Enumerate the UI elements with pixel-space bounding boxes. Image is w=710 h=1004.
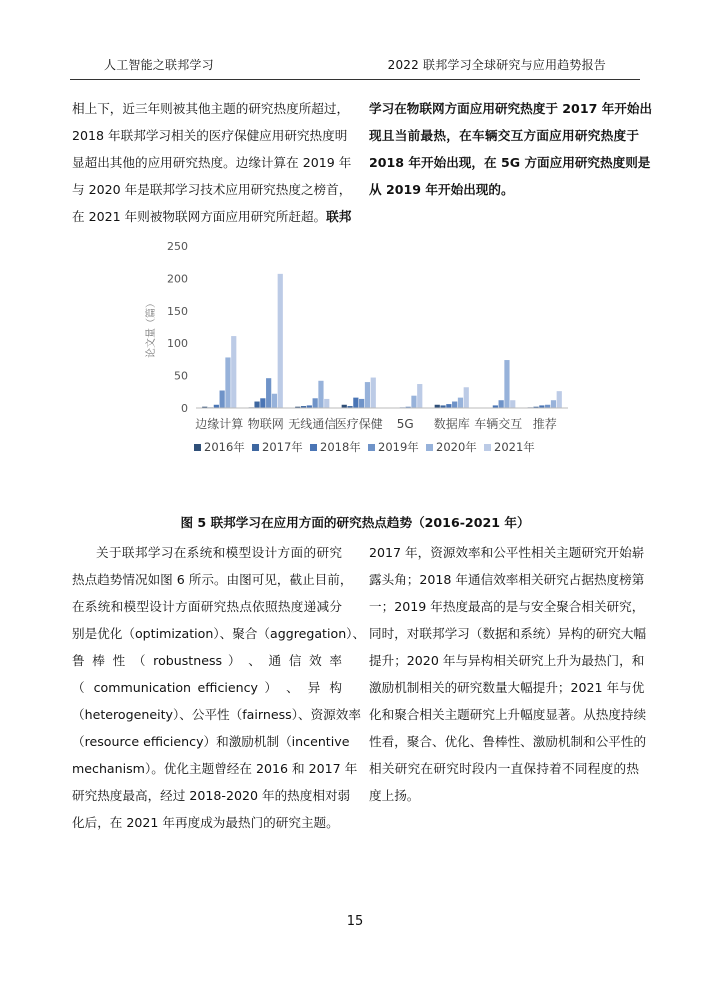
bar xyxy=(220,391,225,408)
running-header-right: 2022 联邦学习全球研究与应用趋势报告 xyxy=(387,58,606,72)
y-tick-label: 100 xyxy=(167,337,188,351)
legend-swatch xyxy=(310,444,317,451)
bar xyxy=(499,400,504,408)
x-tick-label: 无线通信 xyxy=(288,417,337,431)
text-line: 现且当前最热，在车辆交互方面应用研究热度于 xyxy=(369,128,639,143)
bottom-left-paragraph xyxy=(72,539,366,836)
bar xyxy=(353,398,358,408)
legend-label: 2018年 xyxy=(320,440,361,454)
text-line: 关于联邦学习在系统和模型设计方面的研究 xyxy=(96,545,342,560)
header-rule xyxy=(70,79,640,80)
legend xyxy=(194,440,535,454)
text-line: 鲁 棒 性 （ robustness ） 、 通 信 效 率 xyxy=(72,653,342,668)
legend-label: 2021年 xyxy=(494,440,535,454)
bar xyxy=(464,387,469,408)
bar xyxy=(371,378,376,408)
text-line: 显超出其他的应用研究热度。边缘计算在 2019 年 xyxy=(72,155,352,170)
bar xyxy=(359,399,364,408)
bottom-right-paragraph xyxy=(369,539,647,809)
bar xyxy=(225,357,230,408)
text-line: 2017 年，资源效率和公平性相关主题研究开始崭 xyxy=(369,545,645,560)
x-tick-label: 数据库 xyxy=(433,417,470,431)
y-axis-title: 论文量（篇） xyxy=(146,298,157,358)
legend-label: 2019年 xyxy=(378,440,419,454)
bar xyxy=(324,399,329,408)
x-tick-label: 物联网 xyxy=(247,417,284,431)
text-line: 相上下，近三年则被其他主题的研究热度所超过， xyxy=(72,101,350,116)
bar xyxy=(260,398,265,408)
y-tick-label: 150 xyxy=(167,304,188,318)
bar xyxy=(417,384,422,408)
text-line: 2018 年联邦学习相关的医疗保健应用研究热度明 xyxy=(72,128,348,143)
text-line: 激励机制相关的研究数量大幅提升；2021 年与优 xyxy=(369,680,645,695)
y-tick-label: 250 xyxy=(167,240,188,253)
bar xyxy=(411,396,416,408)
legend-label: 2020年 xyxy=(436,440,477,454)
bar xyxy=(510,400,515,408)
legend-label: 2017年 xyxy=(262,440,303,454)
top-right-paragraph xyxy=(369,95,653,203)
bars xyxy=(202,274,562,408)
bar xyxy=(254,402,259,408)
bar xyxy=(452,402,457,408)
legend-label: 2016年 xyxy=(204,440,245,454)
x-tick-label: 车辆交互 xyxy=(474,417,523,431)
bar-chart xyxy=(138,236,578,468)
text-line: 性看，聚合、优化、鲁棒性、激励机制和公平性的 xyxy=(369,734,647,749)
top-left-paragraph xyxy=(72,95,352,230)
legend-swatch xyxy=(484,444,491,451)
page-number: 15 xyxy=(346,914,364,929)
text-line: 与 2020 年是联邦学习技术应用研究热度之榜首， xyxy=(72,182,352,197)
legend-swatch xyxy=(252,444,259,451)
text-line: （ communication efficiency ） 、 异 构 xyxy=(72,680,342,695)
bar xyxy=(266,378,271,408)
bar-chart-svg xyxy=(138,236,578,468)
text-segment-bold: 联邦 xyxy=(326,209,352,224)
text-line: 一；2019 年热度最高的是与安全聚合相关研究， xyxy=(369,599,645,614)
x-tick-label: 推荐 xyxy=(532,417,557,431)
text-line: 别是优化（optimization）、聚合（aggregation）、 xyxy=(72,626,366,641)
text-line: 研究热度最高，经过 2018-2020 年的热度相对弱 xyxy=(72,788,351,803)
bar xyxy=(551,400,556,408)
bar xyxy=(313,398,318,408)
text-line: 化和聚合相关主题研究上升幅度显著。从热度持续 xyxy=(369,707,647,722)
text-line: 在系统和模型设计方面研究热点依照热度递减分 xyxy=(72,599,342,614)
bar xyxy=(446,404,451,408)
legend-swatch xyxy=(368,444,375,451)
legend-swatch xyxy=(426,444,433,451)
text-line: 相关研究在研究时段内一直保持着不同程度的热 xyxy=(369,761,639,776)
text-line: 热点趋势情况如图 6 所示。由图可见，截止目前， xyxy=(72,572,353,587)
text-line: 露头角；2018 年通信效率相关研究占据热度榜第 xyxy=(369,572,645,587)
text-line: 度上扬。 xyxy=(369,788,420,803)
text-line: 学习在物联网方面应用研究热度于 2017 年开始出 xyxy=(369,101,653,116)
bar xyxy=(272,394,277,408)
bar xyxy=(458,398,463,408)
x-axis-labels xyxy=(195,416,557,431)
text-line: 化后，在 2021 年再度成为最热门的研究主题。 xyxy=(72,815,339,830)
x-tick-label: 医疗保健 xyxy=(334,417,383,431)
text-line: 同时，对联邦学习（数据和系统）异构的研究大幅 xyxy=(369,626,647,641)
text-line: mechanism）。优化主题曾经在 2016 和 2017 年 xyxy=(72,761,358,776)
x-tick-label: 边缘计算 xyxy=(195,417,244,431)
running-header-left: 人工智能之联邦学习 xyxy=(104,58,214,72)
text-line: （heterogeneity）、公平性（fairness）、资源效率 xyxy=(72,707,361,722)
x-tick-label: 5G xyxy=(396,417,414,431)
text-line: 从 2019 年开始出现的。 xyxy=(369,182,514,197)
legend-swatch xyxy=(194,444,201,451)
y-axis xyxy=(167,240,188,415)
bar xyxy=(365,382,370,408)
bar xyxy=(557,391,562,408)
text-line: 提升；2020 年与异构相关研究上升为最热门，和 xyxy=(369,653,645,668)
bar xyxy=(278,274,283,408)
y-tick-label: 200 xyxy=(167,272,188,286)
bar xyxy=(318,381,323,408)
text-line: 2018 年开始出现，在 5G 方面应用研究热度则是 xyxy=(369,155,651,170)
text-line xyxy=(72,203,352,230)
bar xyxy=(504,360,509,408)
figure-caption: 图 5 联邦学习在应用方面的研究热点趋势（2016-2021 年） xyxy=(180,515,530,530)
text-line: （resource efficiency）和激励机制（incentive xyxy=(72,734,350,749)
bar xyxy=(231,336,236,408)
text-segment: 在 2021 年则被物联网方面应用研究所赶超。 xyxy=(72,209,327,224)
y-tick-label: 0 xyxy=(181,402,188,415)
y-tick-label: 50 xyxy=(174,369,188,383)
